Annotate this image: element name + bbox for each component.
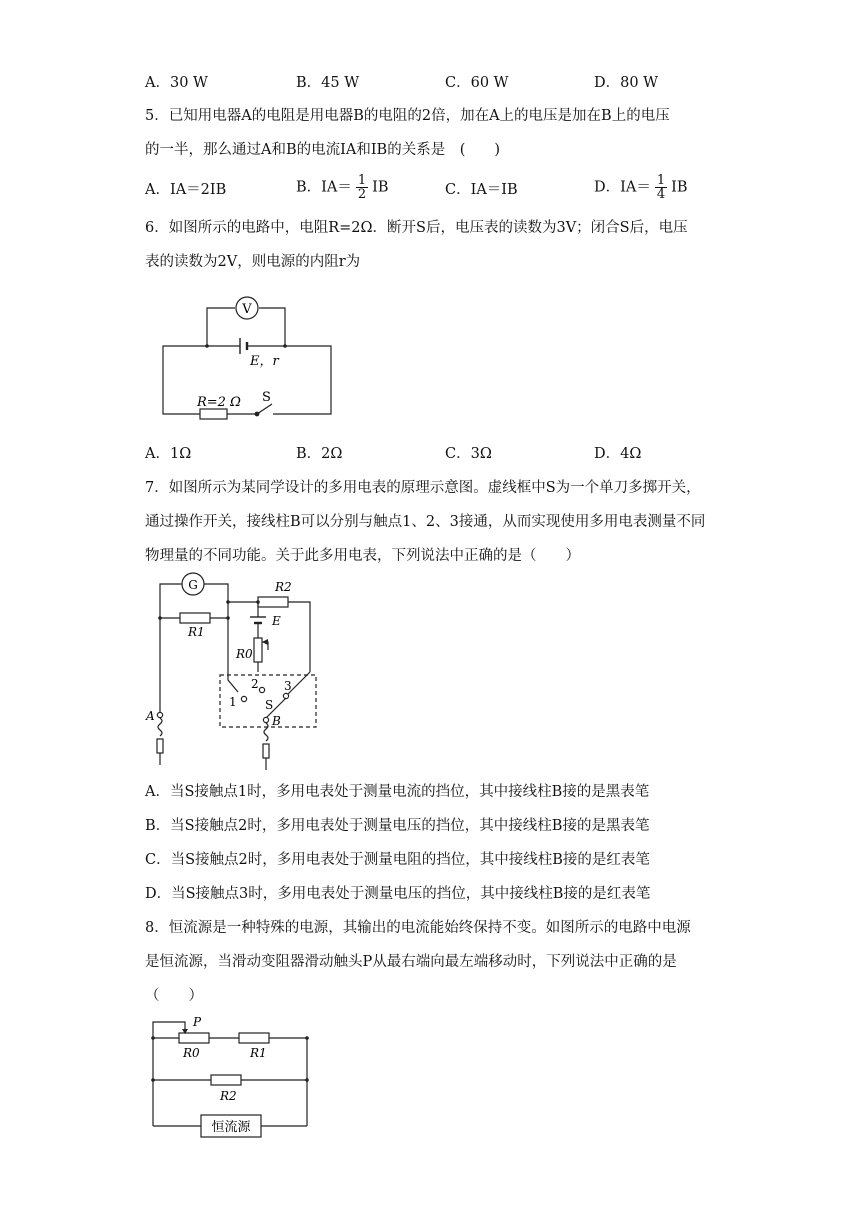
- q5-option-b-prefix: B．IA＝: [296, 179, 352, 196]
- q7-resistor-r1-icon: [180, 613, 210, 623]
- q7-option-a: A．当S接触点1时，多用电表处于测量电流的挡位，其中接线柱B接的是黑表笔: [145, 784, 650, 800]
- q7-terminal-a-label: A: [146, 709, 155, 723]
- q6-junction-right: [283, 344, 287, 348]
- q7-wire-left-rail: [160, 584, 182, 712]
- q7-line-1: 7．如图所示为某同学设计的多用电表的原理示意图。虚线框中S为一个单刀多掷开关，: [145, 480, 701, 496]
- q5-option-d-prefix: D．IA＝: [594, 179, 651, 196]
- q6-resistor-label: R=2 Ω: [197, 395, 241, 410]
- q7-line-2: 通过操作开关，接线柱B可以分别与触点1、2、3接通，从而实现使用多用电表测量不同: [145, 514, 706, 530]
- q8-p-label: P: [193, 1015, 202, 1029]
- q6-junction-left: [205, 344, 209, 348]
- q8-junction-mid-left: [151, 1078, 155, 1082]
- q5-line-2: 的一半，那么通过A和B的电流IA和IB的关系是 ( ): [145, 142, 501, 158]
- q5-option-d-suffix: IB: [671, 179, 688, 196]
- q5-option-d-fraction: [655, 174, 667, 201]
- q5-option-c: C．IA＝IB: [445, 182, 518, 198]
- q7-junction-e: [256, 600, 260, 604]
- q7-option-b: B．当S接触点2时，多用电表处于测量电压的挡位，其中接线柱B接的是黑表笔: [145, 818, 650, 834]
- q6-line-1: 6．如图所示的电路中，电阻R=2Ω．断开S后，电压表的读数为3V；闭合S后，电压: [145, 220, 688, 236]
- q5-option-b-fraction: [356, 174, 368, 201]
- q7-r1-label: R1: [188, 625, 205, 639]
- q7-terminal-b-label: B: [272, 714, 281, 728]
- q6-resistor-icon: [200, 409, 227, 419]
- q5-option-d-numerator: 1: [656, 173, 666, 188]
- q4-option-b: B．45 W: [296, 75, 360, 91]
- q6-voltmeter-wire-right: [259, 308, 285, 346]
- q8-junction-top-right: [305, 1036, 309, 1040]
- q6-option-a: A．1Ω: [145, 446, 192, 462]
- q6-option-d: D．4Ω: [594, 446, 642, 462]
- q7-probe-b-icon: [263, 744, 269, 758]
- q7-junction-r1-left: [158, 616, 162, 620]
- q5-option-b-denominator: 2: [357, 187, 367, 202]
- q7-r2-label: R2: [275, 580, 292, 594]
- q4-option-d: D．80 W: [594, 75, 659, 91]
- q5-line-1: 5．已知用电器A的电阻是用电器B的电阻的2倍，加在A上的电压是加在B上的电压: [145, 108, 670, 124]
- q7-terminal-b-icon: [263, 717, 268, 722]
- q7-option-c: C．当S接触点2时，多用电表处于测量电阻的挡位，其中接线柱B接的是红表笔: [145, 852, 650, 868]
- q6-switch-label: S: [262, 390, 271, 405]
- q5-option-b-suffix: IB: [372, 179, 389, 196]
- q8-resistor-r2-icon: [211, 1075, 241, 1085]
- q7-contact-1-label: 1: [229, 695, 237, 709]
- q7-switch-label: S: [265, 698, 274, 712]
- q7-resistor-r2-icon: [258, 597, 288, 607]
- q7-line-3: 物理量的不同功能。关于此多用电表，下列说法中正确的是（ ）: [145, 548, 580, 564]
- q8-resistor-r1-icon: [239, 1033, 269, 1043]
- q4-option-a: A．30 W: [145, 75, 208, 91]
- q8-line-2: 是恒流源，当滑动变阻器滑动触头P从最右端向最左端移动时，下列说法中正确的是: [145, 954, 677, 970]
- q7-e-label: E: [272, 614, 281, 628]
- q7-probe-a-icon: [157, 739, 163, 753]
- q6-source-label: E，r: [250, 354, 279, 369]
- q6-option-c: C．3Ω: [445, 446, 492, 462]
- q7-wire-r2-down: [288, 602, 310, 672]
- q8-line-1: 8．恒流源是一种特殊的电源，其输出的电流能始终保持不变。如图所示的电路中电源: [145, 920, 691, 936]
- q6-voltmeter-label: V: [242, 302, 252, 317]
- q8-r1-label: R1: [250, 1046, 267, 1060]
- q7-galvanometer-label: G: [188, 578, 198, 592]
- q7-probe-b-cable: [264, 723, 268, 741]
- q7-option-d: D．当S接触点3时，多用电表处于测量电压的挡位，其中接线柱B接的是红表笔: [145, 886, 651, 902]
- q8-junction-top-left: [151, 1036, 155, 1040]
- q7-junction-r1-right: [226, 616, 230, 620]
- q8-rheostat-r0-icon: [179, 1033, 209, 1043]
- q7-contact-2-label: 2: [251, 677, 259, 691]
- q7-rheostat-r0-icon: [254, 638, 262, 662]
- q8-r2-label: R2: [220, 1089, 237, 1103]
- q7-contact-1: [241, 696, 246, 701]
- q7-contact-2: [259, 687, 264, 692]
- q4-option-c: C．60 W: [445, 75, 509, 91]
- q6-wire-right: [273, 346, 331, 414]
- q7-terminal-a-icon: [157, 712, 162, 717]
- q7-contact-3-label: 3: [284, 679, 292, 693]
- q8-line-3: （ ）: [145, 988, 203, 1004]
- q7-probe-a-cable: [158, 718, 162, 736]
- q7-contact-3: [283, 693, 288, 698]
- q5-option-b: [296, 174, 389, 201]
- q5-option-d: [594, 174, 688, 201]
- q7-rheostat-arrow-icon: [262, 639, 268, 645]
- q8-r0-label: R0: [183, 1046, 200, 1060]
- q5-option-d-denominator: 4: [656, 187, 666, 202]
- q6-circuit-diagram: [155, 292, 355, 422]
- q7-multimeter-diagram: [140, 572, 330, 772]
- q7-junction-top: [226, 600, 230, 604]
- q6-option-b: B．2Ω: [296, 446, 343, 462]
- q8-source-label: 恒流源: [211, 1120, 251, 1135]
- q8-circuit-diagram: [145, 1014, 315, 1144]
- q6-voltmeter-wire-left: [207, 308, 235, 346]
- q6-line-2: 表的读数为2V，则电源的内阻r为: [145, 254, 361, 270]
- q7-r0-label: R0: [236, 647, 253, 661]
- q5-option-a: A．IA＝2IB: [145, 182, 227, 198]
- q8-slider-wire: [153, 1022, 185, 1038]
- q5-option-b-numerator: 1: [357, 173, 367, 188]
- q6-switch-blade-icon: [257, 404, 272, 414]
- q8-junction-mid-right: [305, 1078, 309, 1082]
